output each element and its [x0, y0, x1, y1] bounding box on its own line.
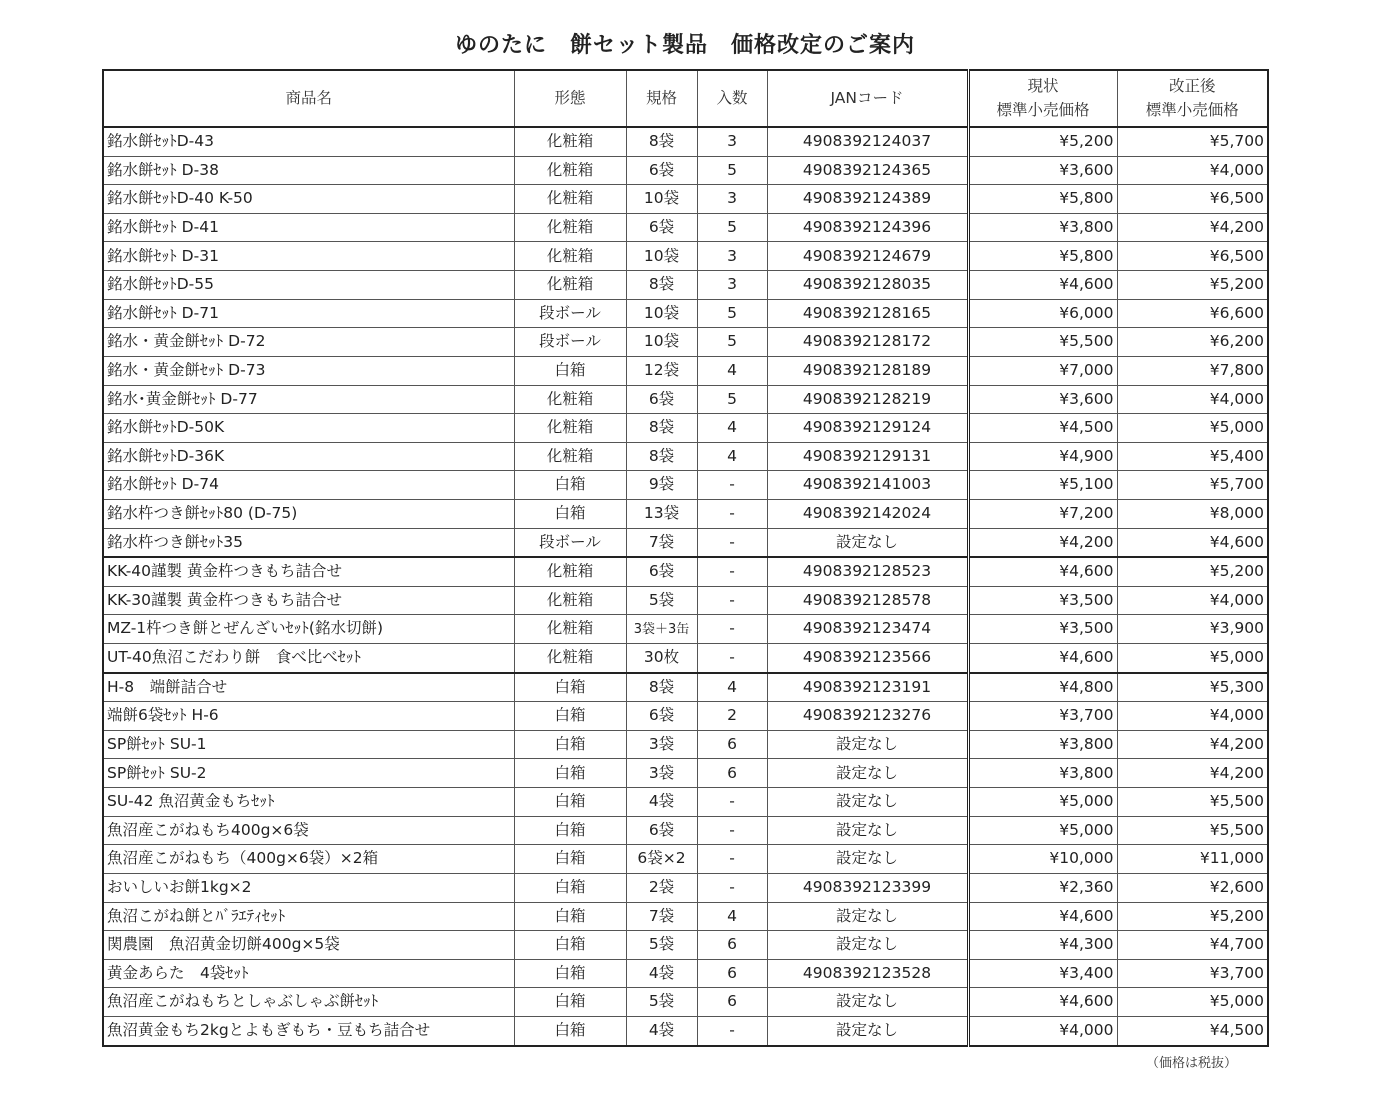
header-jan: JANコード [767, 70, 968, 127]
type-cell: 化粧箱 [514, 644, 626, 673]
revised-price-cell: ¥6,500 [1117, 185, 1268, 214]
qty-cell: 3 [697, 127, 767, 156]
table-row [103, 127, 1268, 156]
current-price-cell: ¥3,600 [968, 385, 1117, 414]
header-current-line1: 現状 [1027, 77, 1059, 95]
current-price-cell: ¥5,500 [968, 328, 1117, 357]
type-cell: 白箱 [514, 1016, 626, 1046]
current-price-cell: ¥3,400 [968, 959, 1117, 988]
table-body [103, 127, 1268, 1046]
type-cell: 白箱 [514, 702, 626, 731]
revised-price-cell: ¥4,600 [1117, 528, 1268, 557]
type-cell: 化粧箱 [514, 615, 626, 644]
current-price-cell: ¥5,800 [968, 242, 1117, 271]
qty-cell: 3 [697, 242, 767, 271]
product-name-cell: 魚沼産こがねもちとしゃぶしゃぶ餅ｾｯﾄ [103, 988, 514, 1017]
type-cell: 化粧箱 [514, 557, 626, 586]
jan-code-cell: 4908392124679 [767, 242, 968, 271]
current-price-cell: ¥4,500 [968, 414, 1117, 443]
table-row [103, 788, 1268, 817]
type-cell: 白箱 [514, 499, 626, 528]
jan-code-cell: 4908392124389 [767, 185, 968, 214]
jan-code-cell: 4908392123276 [767, 702, 968, 731]
jan-code-cell: 設定なし [767, 759, 968, 788]
spec-cell: 8袋 [626, 414, 697, 443]
type-cell: 化粧箱 [514, 442, 626, 471]
current-price-cell: ¥4,600 [968, 271, 1117, 300]
type-cell: 白箱 [514, 931, 626, 960]
type-cell: 白箱 [514, 788, 626, 817]
spec-cell: 7袋 [626, 902, 697, 931]
jan-code-cell: 設定なし [767, 528, 968, 557]
spec-cell: 10袋 [626, 242, 697, 271]
product-name-cell: 銘水餅ｾｯﾄD-36K [103, 442, 514, 471]
qty-cell: 4 [697, 673, 767, 702]
type-cell: 白箱 [514, 988, 626, 1017]
header-current-price [968, 70, 1117, 127]
type-cell: 化粧箱 [514, 156, 626, 185]
jan-code-cell: 設定なし [767, 931, 968, 960]
current-price-cell: ¥5,100 [968, 471, 1117, 500]
current-price-cell: ¥5,000 [968, 788, 1117, 817]
product-name-cell: 魚沼こがね餅とﾊﾞﾗｴﾃｨｾｯﾄ [103, 902, 514, 931]
price-table [102, 69, 1269, 1047]
product-name-cell: 銘水･黄金餅ｾｯﾄ D-77 [103, 385, 514, 414]
jan-code-cell: 4908392128523 [767, 557, 968, 586]
table-row [103, 1016, 1268, 1046]
qty-cell: - [697, 586, 767, 615]
header-current-line2: 標準小売価格 [996, 100, 1090, 119]
qty-cell: - [697, 499, 767, 528]
spec-cell: 7袋 [626, 528, 697, 557]
product-name-cell: 銘水餅ｾｯﾄ D-74 [103, 471, 514, 500]
product-name-cell: 黄金あらた 4袋ｾｯﾄ [103, 959, 514, 988]
table-row [103, 242, 1268, 271]
jan-code-cell: 4908392123474 [767, 615, 968, 644]
table-row [103, 730, 1268, 759]
table-row [103, 328, 1268, 357]
type-cell: 段ボール [514, 299, 626, 328]
product-name-cell: 銘水餅ｾｯﾄ D-38 [103, 156, 514, 185]
spec-cell: 8袋 [626, 442, 697, 471]
qty-cell: 5 [697, 385, 767, 414]
table-row [103, 959, 1268, 988]
revised-price-cell: ¥4,500 [1117, 1016, 1268, 1046]
current-price-cell: ¥6,000 [968, 299, 1117, 328]
header-qty: 入数 [697, 70, 767, 127]
jan-code-cell: 4908392141003 [767, 471, 968, 500]
revised-price-cell: ¥3,900 [1117, 615, 1268, 644]
qty-cell: 4 [697, 356, 767, 385]
jan-code-cell: 4908392128219 [767, 385, 968, 414]
type-cell: 白箱 [514, 873, 626, 902]
current-price-cell: ¥10,000 [968, 845, 1117, 874]
product-name-cell: 銘水餅ｾｯﾄD-55 [103, 271, 514, 300]
jan-code-cell: 4908392142024 [767, 499, 968, 528]
jan-code-cell: 4908392124396 [767, 213, 968, 242]
qty-cell: - [697, 845, 767, 874]
product-name-cell: H-8 端餅詰合せ [103, 673, 514, 702]
header-revised-line1: 改正後 [1168, 77, 1216, 95]
revised-price-cell: ¥4,700 [1117, 931, 1268, 960]
revised-price-cell: ¥4,000 [1117, 156, 1268, 185]
spec-cell: 5袋 [626, 586, 697, 615]
current-price-cell: ¥4,200 [968, 528, 1117, 557]
current-price-cell: ¥4,300 [968, 931, 1117, 960]
product-name-cell: 関農園 魚沼黄金切餅400g×5袋 [103, 931, 514, 960]
table-row [103, 845, 1268, 874]
product-name-cell: KK-30謹製 黄金杵つきもち詰合せ [103, 586, 514, 615]
spec-cell: 6袋 [626, 213, 697, 242]
jan-code-cell: 設定なし [767, 730, 968, 759]
tax-footnote: （価格は税抜） [1146, 1056, 1238, 1071]
header-revised-line2: 標準小売価格 [1145, 100, 1239, 119]
jan-code-cell: 4908392123566 [767, 644, 968, 673]
product-name-cell: SP餅ｾｯﾄ SU-2 [103, 759, 514, 788]
current-price-cell: ¥2,360 [968, 873, 1117, 902]
type-cell: 白箱 [514, 673, 626, 702]
table-row [103, 586, 1268, 615]
spec-cell: 3袋 [626, 759, 697, 788]
table-row [103, 156, 1268, 185]
type-cell: 白箱 [514, 759, 626, 788]
current-price-cell: ¥5,800 [968, 185, 1117, 214]
table-row [103, 442, 1268, 471]
revised-price-cell: ¥4,200 [1117, 213, 1268, 242]
spec-cell: 6袋 [626, 702, 697, 731]
type-cell: 白箱 [514, 356, 626, 385]
product-name-cell: おいしいお餅1kg×2 [103, 873, 514, 902]
current-price-cell: ¥4,000 [968, 1016, 1117, 1046]
table-row [103, 931, 1268, 960]
revised-price-cell: ¥5,200 [1117, 557, 1268, 586]
jan-code-cell: 4908392128578 [767, 586, 968, 615]
revised-price-cell: ¥6,200 [1117, 328, 1268, 357]
revised-price-cell: ¥4,200 [1117, 730, 1268, 759]
header-revised-price [1117, 70, 1268, 127]
table-row [103, 988, 1268, 1017]
product-name-cell: 銘水餅ｾｯﾄ D-41 [103, 213, 514, 242]
table-row [103, 557, 1268, 586]
spec-cell: 13袋 [626, 499, 697, 528]
spec-cell: 6袋 [626, 156, 697, 185]
jan-code-cell: 設定なし [767, 816, 968, 845]
header-spec: 規格 [626, 70, 697, 127]
spec-cell: 3袋＋3缶 [626, 615, 697, 644]
current-price-cell: ¥3,500 [968, 615, 1117, 644]
jan-code-cell: 4908392123191 [767, 673, 968, 702]
current-price-cell: ¥3,800 [968, 730, 1117, 759]
revised-price-cell: ¥5,700 [1117, 471, 1268, 500]
product-name-cell: 銘水餅ｾｯﾄ D-71 [103, 299, 514, 328]
spec-cell: 8袋 [626, 673, 697, 702]
spec-cell: 6袋 [626, 557, 697, 586]
table-row [103, 902, 1268, 931]
product-name-cell: MZ-1杵つき餅とぜんざいｾｯﾄ(銘水切餅) [103, 615, 514, 644]
qty-cell: 6 [697, 959, 767, 988]
jan-code-cell: 4908392124365 [767, 156, 968, 185]
product-name-cell: 魚沼産こがねもち（400g×6袋）×2箱 [103, 845, 514, 874]
revised-price-cell: ¥5,000 [1117, 988, 1268, 1017]
table-row [103, 471, 1268, 500]
revised-price-cell: ¥5,200 [1117, 902, 1268, 931]
spec-cell: 3袋 [626, 730, 697, 759]
current-price-cell: ¥7,000 [968, 356, 1117, 385]
spec-cell: 6袋×2 [626, 845, 697, 874]
table-row [103, 385, 1268, 414]
revised-price-cell: ¥4,000 [1117, 385, 1268, 414]
spec-cell: 2袋 [626, 873, 697, 902]
type-cell: 白箱 [514, 959, 626, 988]
revised-price-cell: ¥6,500 [1117, 242, 1268, 271]
current-price-cell: ¥4,600 [968, 644, 1117, 673]
type-cell: 段ボール [514, 528, 626, 557]
spec-cell: 4袋 [626, 1016, 697, 1046]
type-cell: 化粧箱 [514, 586, 626, 615]
jan-code-cell: 4908392124037 [767, 127, 968, 156]
jan-code-cell: 設定なし [767, 902, 968, 931]
type-cell: 白箱 [514, 902, 626, 931]
qty-cell: 6 [697, 931, 767, 960]
jan-code-cell: 設定なし [767, 845, 968, 874]
spec-cell: 30枚 [626, 644, 697, 673]
qty-cell: 5 [697, 156, 767, 185]
product-name-cell: KK-40謹製 黄金杵つきもち詰合せ [103, 557, 514, 586]
current-price-cell: ¥4,800 [968, 673, 1117, 702]
current-price-cell: ¥3,800 [968, 213, 1117, 242]
current-price-cell: ¥3,600 [968, 156, 1117, 185]
qty-cell: 5 [697, 213, 767, 242]
table-row [103, 644, 1268, 673]
revised-price-cell: ¥8,000 [1117, 499, 1268, 528]
qty-cell: 2 [697, 702, 767, 731]
jan-code-cell: 4908392128165 [767, 299, 968, 328]
revised-price-cell: ¥2,600 [1117, 873, 1268, 902]
revised-price-cell: ¥5,400 [1117, 442, 1268, 471]
type-cell: 化粧箱 [514, 185, 626, 214]
jan-code-cell: 4908392123528 [767, 959, 968, 988]
jan-code-cell: 4908392123399 [767, 873, 968, 902]
qty-cell: - [697, 873, 767, 902]
current-price-cell: ¥7,200 [968, 499, 1117, 528]
header-type: 形態 [514, 70, 626, 127]
spec-cell: 8袋 [626, 271, 697, 300]
product-name-cell: 銘水餅ｾｯﾄD-40 K-50 [103, 185, 514, 214]
jan-code-cell: 4908392129131 [767, 442, 968, 471]
current-price-cell: ¥3,800 [968, 759, 1117, 788]
product-name-cell: 銘水・黄金餅ｾｯﾄ D-72 [103, 328, 514, 357]
header-product-name: 商品名 [103, 70, 514, 127]
qty-cell: 4 [697, 414, 767, 443]
table-row [103, 213, 1268, 242]
qty-cell: 5 [697, 299, 767, 328]
table-row [103, 759, 1268, 788]
product-name-cell: 銘水餅ｾｯﾄD-43 [103, 127, 514, 156]
jan-code-cell: 設定なし [767, 788, 968, 817]
qty-cell: 4 [697, 442, 767, 471]
qty-cell: 5 [697, 328, 767, 357]
qty-cell: - [697, 528, 767, 557]
revised-price-cell: ¥5,300 [1117, 673, 1268, 702]
revised-price-cell: ¥6,600 [1117, 299, 1268, 328]
product-name-cell: 魚沼黄金もち2kgとよもぎもち・豆もち詰合せ [103, 1016, 514, 1046]
type-cell: 白箱 [514, 730, 626, 759]
current-price-cell: ¥3,700 [968, 702, 1117, 731]
spec-cell: 10袋 [626, 328, 697, 357]
jan-code-cell: 4908392128035 [767, 271, 968, 300]
revised-price-cell: ¥4,000 [1117, 702, 1268, 731]
spec-cell: 4袋 [626, 788, 697, 817]
qty-cell: - [697, 471, 767, 500]
type-cell: 化粧箱 [514, 213, 626, 242]
type-cell: 段ボール [514, 328, 626, 357]
qty-cell: 6 [697, 730, 767, 759]
revised-price-cell: ¥7,800 [1117, 356, 1268, 385]
spec-cell: 10袋 [626, 299, 697, 328]
qty-cell: - [697, 788, 767, 817]
current-price-cell: ¥4,600 [968, 557, 1117, 586]
qty-cell: 4 [697, 902, 767, 931]
table-row [103, 528, 1268, 557]
table-row [103, 673, 1268, 702]
spec-cell: 8袋 [626, 127, 697, 156]
product-name-cell: 端餅6袋ｾｯﾄ H-6 [103, 702, 514, 731]
spec-cell: 6袋 [626, 385, 697, 414]
table-row [103, 185, 1268, 214]
table-header-row [103, 70, 1268, 127]
revised-price-cell: ¥5,000 [1117, 414, 1268, 443]
qty-cell: - [697, 557, 767, 586]
type-cell: 白箱 [514, 816, 626, 845]
type-cell: 白箱 [514, 845, 626, 874]
jan-code-cell: 4908392129124 [767, 414, 968, 443]
type-cell: 化粧箱 [514, 242, 626, 271]
jan-code-cell: 4908392128172 [767, 328, 968, 357]
qty-cell: - [697, 1016, 767, 1046]
revised-price-cell: ¥5,500 [1117, 788, 1268, 817]
revised-price-cell: ¥5,000 [1117, 644, 1268, 673]
qty-cell: - [697, 816, 767, 845]
product-name-cell: 銘水杵つき餅ｾｯﾄ80 (D-75) [103, 499, 514, 528]
type-cell: 化粧箱 [514, 271, 626, 300]
current-price-cell: ¥3,500 [968, 586, 1117, 615]
jan-code-cell: 4908392128189 [767, 356, 968, 385]
product-name-cell: 銘水・黄金餅ｾｯﾄ D-73 [103, 356, 514, 385]
product-name-cell: 銘水杵つき餅ｾｯﾄ35 [103, 528, 514, 557]
table-row [103, 356, 1268, 385]
qty-cell: 3 [697, 271, 767, 300]
qty-cell: 6 [697, 988, 767, 1017]
type-cell: 化粧箱 [514, 127, 626, 156]
table-row [103, 299, 1268, 328]
spec-cell: 9袋 [626, 471, 697, 500]
current-price-cell: ¥4,900 [968, 442, 1117, 471]
jan-code-cell: 設定なし [767, 1016, 968, 1046]
spec-cell: 6袋 [626, 816, 697, 845]
product-name-cell: 銘水餅ｾｯﾄ D-31 [103, 242, 514, 271]
qty-cell: - [697, 644, 767, 673]
table-row [103, 271, 1268, 300]
product-name-cell: SU-42 魚沼黄金もちｾｯﾄ [103, 788, 514, 817]
spec-cell: 10袋 [626, 185, 697, 214]
qty-cell: 3 [697, 185, 767, 214]
type-cell: 化粧箱 [514, 414, 626, 443]
product-name-cell: UT-40魚沼こだわり餅 食べ比べｾｯﾄ [103, 644, 514, 673]
table-row [103, 615, 1268, 644]
table-row [103, 873, 1268, 902]
document-title: ゆのたに 餅セット製品 価格改定のご案内 [454, 33, 915, 58]
revised-price-cell: ¥5,500 [1117, 816, 1268, 845]
product-name-cell: 魚沼産こがねもち400g×6袋 [103, 816, 514, 845]
revised-price-cell: ¥3,700 [1117, 959, 1268, 988]
table-row [103, 702, 1268, 731]
qty-cell: - [697, 615, 767, 644]
revised-price-cell: ¥5,200 [1117, 271, 1268, 300]
revised-price-cell: ¥4,000 [1117, 586, 1268, 615]
jan-code-cell: 設定なし [767, 988, 968, 1017]
type-cell: 白箱 [514, 471, 626, 500]
current-price-cell: ¥5,000 [968, 816, 1117, 845]
revised-price-cell: ¥5,700 [1117, 127, 1268, 156]
table-row [103, 816, 1268, 845]
table-row [103, 499, 1268, 528]
current-price-cell: ¥5,200 [968, 127, 1117, 156]
current-price-cell: ¥4,600 [968, 902, 1117, 931]
product-name-cell: SP餅ｾｯﾄ SU-1 [103, 730, 514, 759]
product-name-cell: 銘水餅ｾｯﾄD-50K [103, 414, 514, 443]
current-price-cell: ¥4,600 [968, 988, 1117, 1017]
table-row [103, 414, 1268, 443]
spec-cell: 12袋 [626, 356, 697, 385]
revised-price-cell: ¥4,200 [1117, 759, 1268, 788]
qty-cell: 6 [697, 759, 767, 788]
revised-price-cell: ¥11,000 [1117, 845, 1268, 874]
spec-cell: 4袋 [626, 959, 697, 988]
type-cell: 化粧箱 [514, 385, 626, 414]
spec-cell: 5袋 [626, 931, 697, 960]
spec-cell: 5袋 [626, 988, 697, 1017]
